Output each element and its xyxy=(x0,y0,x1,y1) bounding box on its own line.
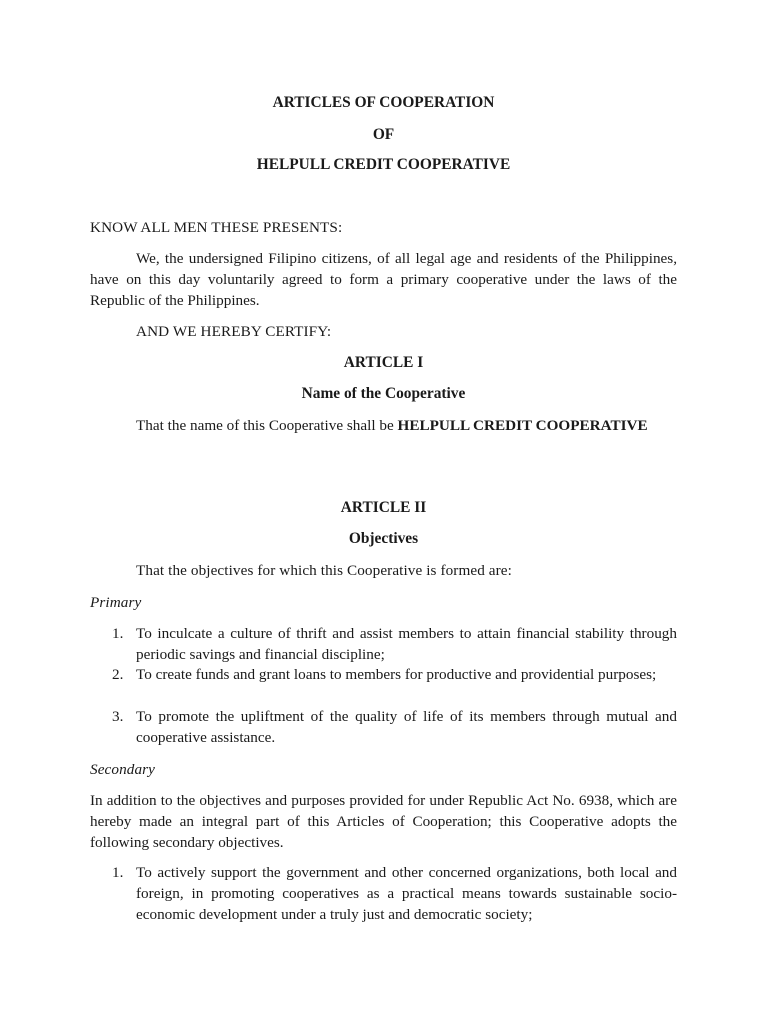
intro-paragraph: We, the undersigned Filipino citizens, of all legal age and residents of the Philippines, have on this day voluntarily agreed to form a primary cooperative under the laws of the Republic of the Philippines. xyxy=(90,250,677,309)
list-number: 1. xyxy=(112,864,124,881)
list-number: 2. xyxy=(112,666,124,683)
list-item-text: To actively support the government and other concerned organizations, both local and foreign, in promoting cooperatives as a practical means towards sustainable socio-economic development under a truly just and democratic society; xyxy=(136,864,677,923)
secondary-intro: In addition to the objectives and purposes provided for under Republic Act No. 6938, which are hereby made an integral part of this Articles of Cooperation; this Cooperative adopts the following secondary objectives. xyxy=(90,792,677,851)
list-item-text: To inculcate a culture of thrift and assist members to attain financial stability through periodic savings and financial discipline; xyxy=(136,625,677,663)
article-1-body xyxy=(90,415,677,436)
primary-label: Primary xyxy=(90,594,142,611)
list-item-text: To create funds and grant loans to members for productive and providential purposes; xyxy=(136,666,657,683)
primary-list-item xyxy=(90,623,677,665)
cooperative-name: HELPULL CREDIT COOPERATIVE xyxy=(397,417,648,434)
document-title-line-3: HELPULL CREDIT COOPERATIVE xyxy=(256,156,511,173)
secondary-list-item xyxy=(90,862,677,925)
article-1-subheading: Name of the Cooperative xyxy=(301,385,466,402)
certify-line: AND WE HEREBY CERTIFY: xyxy=(136,323,332,340)
article-2-subheading: Objectives xyxy=(348,530,419,547)
article-2-intro: That the objectives for which this Cooperative is formed are: xyxy=(136,562,512,579)
list-item-text: To promote the upliftment of the quality of life of its members through mutual and cooperative assistance. xyxy=(136,708,677,746)
primary-list-item xyxy=(90,664,677,685)
article-1-body-text: That the name of this Cooperative shall be xyxy=(136,417,398,434)
article-2-heading: ARTICLE II xyxy=(340,499,427,516)
list-number: 3. xyxy=(112,708,124,725)
document-title-line-1: ARTICLES OF COOPERATION xyxy=(272,94,495,111)
document-title-line-2: OF xyxy=(372,126,395,143)
primary-list-item xyxy=(90,706,677,748)
secondary-label: Secondary xyxy=(90,761,156,778)
article-1-heading: ARTICLE I xyxy=(343,354,424,371)
salutation: KNOW ALL MEN THESE PRESENTS: xyxy=(90,219,343,236)
list-number: 1. xyxy=(112,625,124,642)
